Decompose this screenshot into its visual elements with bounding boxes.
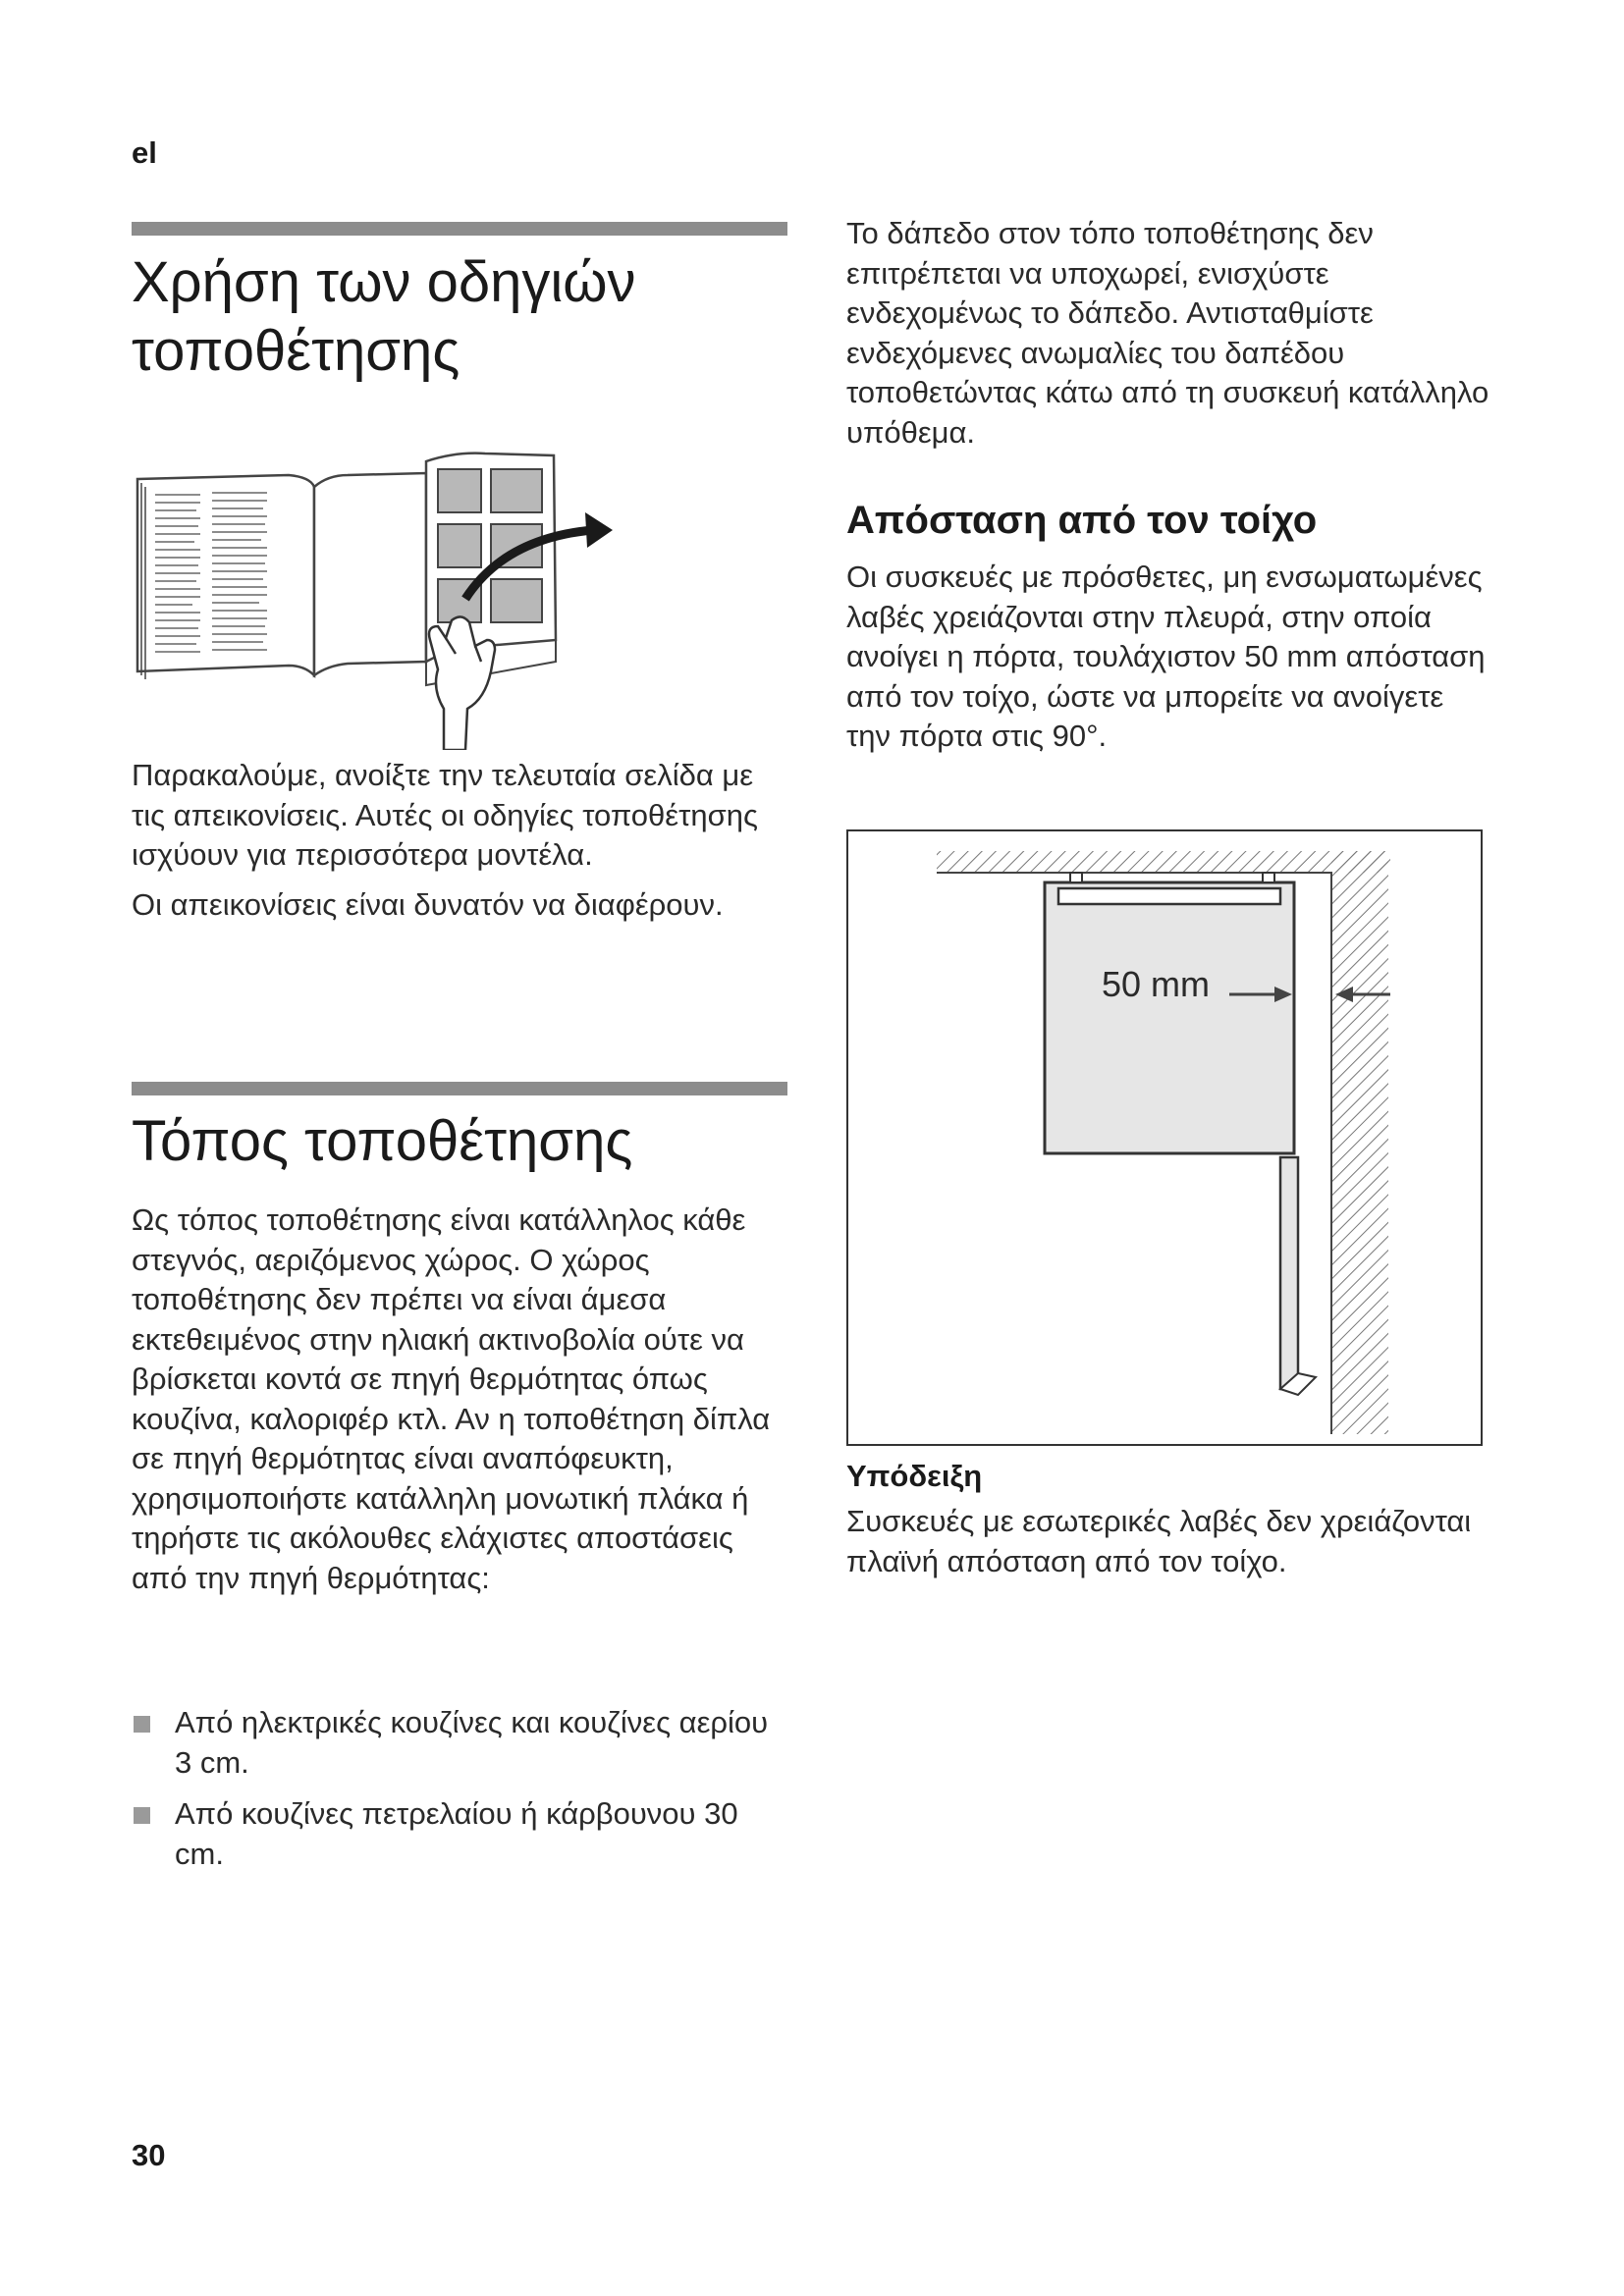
booklet-illustration	[132, 444, 623, 750]
usage-paragraph-1: Παρακαλούμε, ανοίξτε την τελευταία σελίδα με τις απεικονίσεις. Αυτές οι οδηγίες τοποθέτησης ισχύουν για περισσότερα μοντέλα.	[132, 758, 758, 872]
floor-text	[846, 214, 1494, 453]
distance-list	[132, 1703, 787, 1886]
side-wall	[1331, 851, 1388, 1434]
usage-title-line1: Χρήση των οδηγιών	[132, 250, 636, 314]
appliance-door	[1280, 1157, 1298, 1389]
note-title: Υπόδειξη	[846, 1459, 983, 1493]
note-text	[846, 1502, 1475, 1581]
location-paragraph: Ως τόπος τοποθέτησης είναι κατάλληλος κάθε στεγνός, αεριζόμενος χώρος. Ο χώρος τοποθέτησης δεν πρέπει να είναι άμεσα εκτεθειμένος στην ηλιακή ακτινοβολία ούτε να βρίσκεται κοντά σε πηγή θερμότητας όπως κουζίνα, καλοριφέρ κτλ. Αν η τοποθέτηση δίπλα σε πηγή θερμότητας είναι αναπόφευκτη, χρησιμοποιήστε κατάλληλη μονωτική πλάκα ή τηρήστε τις ακόλουθες ελάχιστες αποστάσεις από την πηγή θερμότητας:	[132, 1202, 771, 1595]
note-paragraph: Συσκευές με εσωτερικές λαβές δεν χρειάζονται πλαϊνή απόσταση από τον τοίχο.	[846, 1504, 1472, 1578]
back-wall	[937, 851, 1390, 873]
open-booklet-icon	[132, 444, 623, 750]
location-title: Τόπος τοποθέτησης	[132, 1109, 633, 1173]
floor-paragraph: Το δάπεδο στον τόπο τοποθέτησης δεν επιτρέπεται να υποχωρεί, ενισχύστε ενδεχομένως το δάπεδο. Αντισταθμίστε ενδεχόμενες ανωμαλίες του δαπέδου τοποθετώντας κάτω από τη συσκευή κατάλληλο υπόθεμα.	[846, 216, 1489, 450]
bullet-square-icon	[134, 1807, 150, 1824]
usage-paragraph-2: Οι απεικονίσεις είναι δυνατόν να διαφέρουν.	[132, 886, 724, 922]
distance-label: 50 mm	[1102, 964, 1211, 1004]
usage-title-line2: τοποθέτησης	[132, 319, 460, 383]
usage-heading	[132, 248, 787, 386]
list-item: Από ηλεκτρικές κουζίνες και κουζίνες αερίου 3 cm.	[132, 1703, 787, 1783]
bullet-square-icon	[134, 1716, 150, 1733]
wall-distance-title: Απόσταση από τον τοίχο	[846, 499, 1318, 542]
list-item: Από κουζίνες πετρελαίου ή κάρβουνου 30 cm.	[132, 1794, 787, 1874]
page-number: 30	[132, 2138, 166, 2172]
section-divider	[132, 1082, 787, 1095]
clearance-drawing	[848, 831, 1481, 1444]
usage-text	[132, 756, 787, 925]
language-code: el	[132, 135, 157, 170]
wall-text	[846, 558, 1494, 757]
wall-paragraph: Οι συσκευές με πρόσθετες, μη ενσωματωμένες λαβές χρειάζονται στην πλευρά, στην οποία ανοίγει η πόρτα, τουλάχιστον 50 mm απόσταση από τον τοίχο, ώστε να μπορείτε να ανοίγετε την πόρτα στις 90°.	[846, 560, 1486, 753]
section-divider	[132, 222, 787, 236]
appliance-body	[1045, 882, 1294, 1153]
wall-clearance-diagram	[846, 829, 1483, 1446]
location-text	[132, 1201, 787, 1598]
